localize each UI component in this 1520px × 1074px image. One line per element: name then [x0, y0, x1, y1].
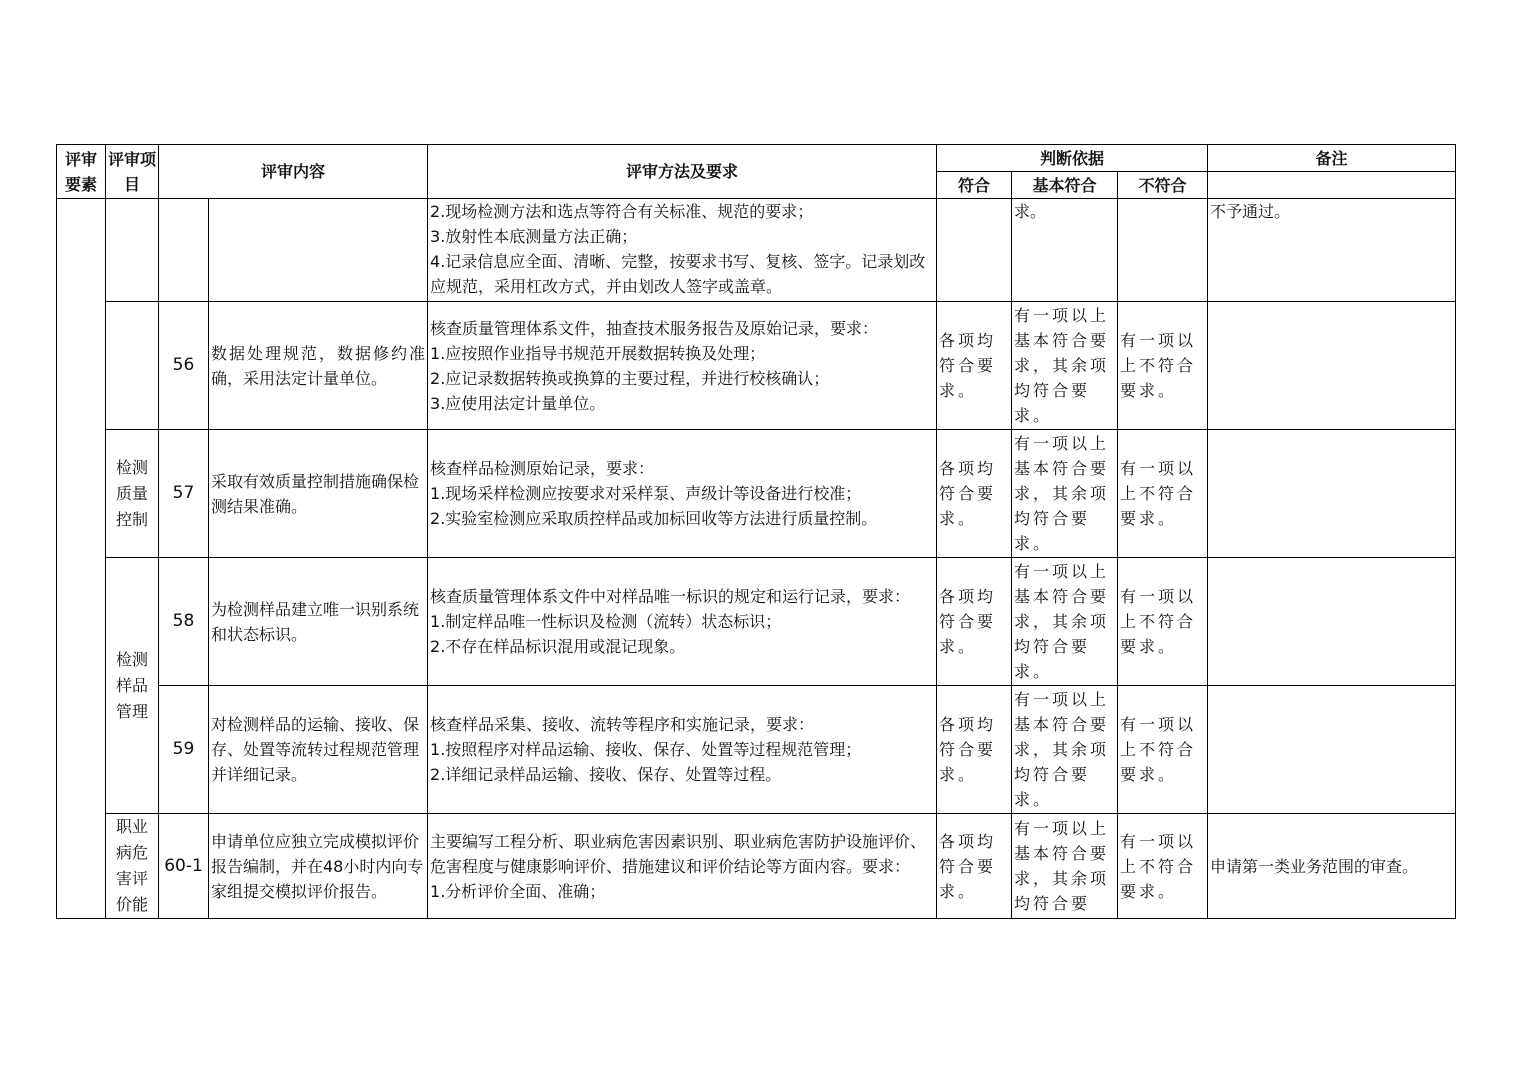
table-row — [57, 199, 1456, 302]
item-cell-empty — [106, 302, 159, 430]
row-conform: 各项均符合要求。 — [937, 686, 1012, 814]
method-line: 3.应使用法定计量单位。 — [430, 393, 606, 413]
row-number: 58 — [159, 558, 209, 686]
header-remark: 备注 — [1208, 145, 1456, 172]
header-basis: 判断依据 — [937, 145, 1208, 172]
row-method — [428, 302, 937, 430]
row-remark: 不予通过。 — [1208, 199, 1456, 302]
row-basic: 有一项以上基本符合要求，其余项均符合要 — [1012, 814, 1118, 919]
row-nonconform: 有一项以上不符合要求。 — [1118, 686, 1208, 814]
row-nonconform: 有一项以上不符合要求。 — [1118, 430, 1208, 558]
header-method: 评审方法及要求 — [428, 145, 937, 199]
header-content: 评审内容 — [159, 145, 428, 199]
table-row — [57, 686, 1456, 814]
row-method — [428, 686, 937, 814]
method-line: 核查质量管理体系文件，抽查技术服务报告及原始记录，要求： — [430, 318, 879, 338]
group-evaluation-ability: 职业病危害评价能 — [106, 814, 159, 919]
row-conform: 各项均符合要求。 — [937, 814, 1012, 919]
group-quality-control: 检测质量控制 — [106, 430, 159, 558]
row-remark — [1208, 558, 1456, 686]
table-row — [57, 302, 1456, 430]
row-nonconform: 有一项以上不符合要求。 — [1118, 302, 1208, 430]
row-number: 60-1 — [159, 814, 209, 919]
row-conform: 各项均符合要求。 — [937, 302, 1012, 430]
row-conform: 各项均符合要求。 — [937, 558, 1012, 686]
row-nonconform — [1118, 199, 1208, 302]
header-nonconform: 不符合 — [1118, 172, 1208, 199]
row-method — [428, 199, 937, 302]
row-content: 为检测样品建立唯一识别系统和状态标识。 — [209, 558, 428, 686]
method-line: 1.现场采样检测应按要求对采样泵、声级计等设备进行校准； — [430, 484, 862, 503]
method-line: 主要编写工程分析、职业病危害因素识别、职业病危害防护设施评价、危害程度与健康影响评价、措施建议和评价结论等方面内容。要求： — [430, 831, 927, 876]
table-row — [57, 558, 1456, 686]
row-content: 采取有效质量控制措施确保检测结果准确。 — [209, 430, 428, 558]
row-content — [209, 199, 428, 302]
row-remark — [1208, 430, 1456, 558]
table-row — [57, 430, 1456, 558]
header-item: 评审项目 — [106, 145, 159, 199]
method-line: 1.制定样品唯一性标识及检测（流转）状态标识； — [430, 612, 782, 631]
group-sample-management: 检测样品管理 — [106, 558, 159, 814]
row-basic: 有一项以上基本符合要求，其余项均符合要求。 — [1012, 430, 1118, 558]
table-row — [57, 814, 1456, 919]
method-line: 1.按照程序对样品运输、接收、保存、处置等过程规范管理； — [430, 740, 862, 759]
method-line: 2.现场检测方法和选点等符合有关标准、规范的要求； — [430, 202, 814, 221]
method-line: 2.详细记录样品运输、接收、保存、处置等过程。 — [430, 765, 782, 784]
item-cell-empty — [106, 199, 159, 302]
row-basic: 有一项以上基本符合要求，其余项均符合要求。 — [1012, 302, 1118, 430]
row-content: 数据处理规范，数据修约准确，采用法定计量单位。 — [209, 302, 428, 430]
row-basic: 求。 — [1012, 199, 1118, 302]
row-number — [159, 199, 209, 302]
row-method — [428, 558, 937, 686]
method-line: 核查样品采集、接收、流转等程序和实施记录，要求： — [430, 715, 815, 734]
header-remark-blank — [1208, 172, 1456, 199]
row-content: 对检测样品的运输、接收、保存、处置等流转过程规范管理并详细记录。 — [209, 686, 428, 814]
element-cell — [57, 199, 106, 919]
row-conform — [937, 199, 1012, 302]
method-line: 2.实验室检测应采取质控样品或加标回收等方法进行质量控制。 — [430, 509, 878, 528]
method-line: 1.分析评价全面、准确； — [430, 881, 606, 901]
row-nonconform: 有一项以上不符合要求。 — [1118, 558, 1208, 686]
header-basic: 基本符合 — [1012, 172, 1118, 199]
method-line: 2.不存在样品标识混用或混记现象。 — [430, 637, 686, 656]
row-basic: 有一项以上基本符合要求，其余项均符合要求。 — [1012, 558, 1118, 686]
row-conform: 各项均符合要求。 — [937, 430, 1012, 558]
row-basic: 有一项以上基本符合要求，其余项均符合要求。 — [1012, 686, 1118, 814]
header-row-1 — [57, 145, 1456, 172]
method-line: 2.应记录数据转换或换算的主要过程，并进行校核确认； — [430, 368, 830, 388]
header-element: 评审要素 — [57, 145, 106, 199]
method-line: 核查样品检测原始记录，要求： — [430, 459, 655, 478]
row-number: 59 — [159, 686, 209, 814]
row-content: 申请单位应独立完成模拟评价报告编制，并在48小时内向专家组提交模拟评价报告。 — [209, 814, 428, 919]
header-conform: 符合 — [937, 172, 1012, 199]
method-line: 4.记录信息应全面、清晰、完整，按要求书写、复核、签字。记录划改应规范，采用杠改方式，并由划改人签字或盖章。 — [430, 252, 926, 296]
row-nonconform: 有一项以上不符合要求。 — [1118, 814, 1208, 919]
review-table — [56, 144, 1456, 919]
method-line: 3.放射性本底测量方法正确； — [430, 227, 638, 246]
method-line: 1.应按照作业指导书规范开展数据转换及处理； — [430, 343, 766, 363]
row-remark — [1208, 302, 1456, 430]
method-line: 核查质量管理体系文件中对样品唯一标识的规定和运行记录，要求： — [430, 587, 911, 606]
row-method — [428, 430, 937, 558]
row-remark — [1208, 686, 1456, 814]
row-number: 56 — [159, 302, 209, 430]
row-number: 57 — [159, 430, 209, 558]
row-method — [428, 814, 937, 919]
row-remark: 申请第一类业务范围的审查。 — [1208, 814, 1456, 919]
